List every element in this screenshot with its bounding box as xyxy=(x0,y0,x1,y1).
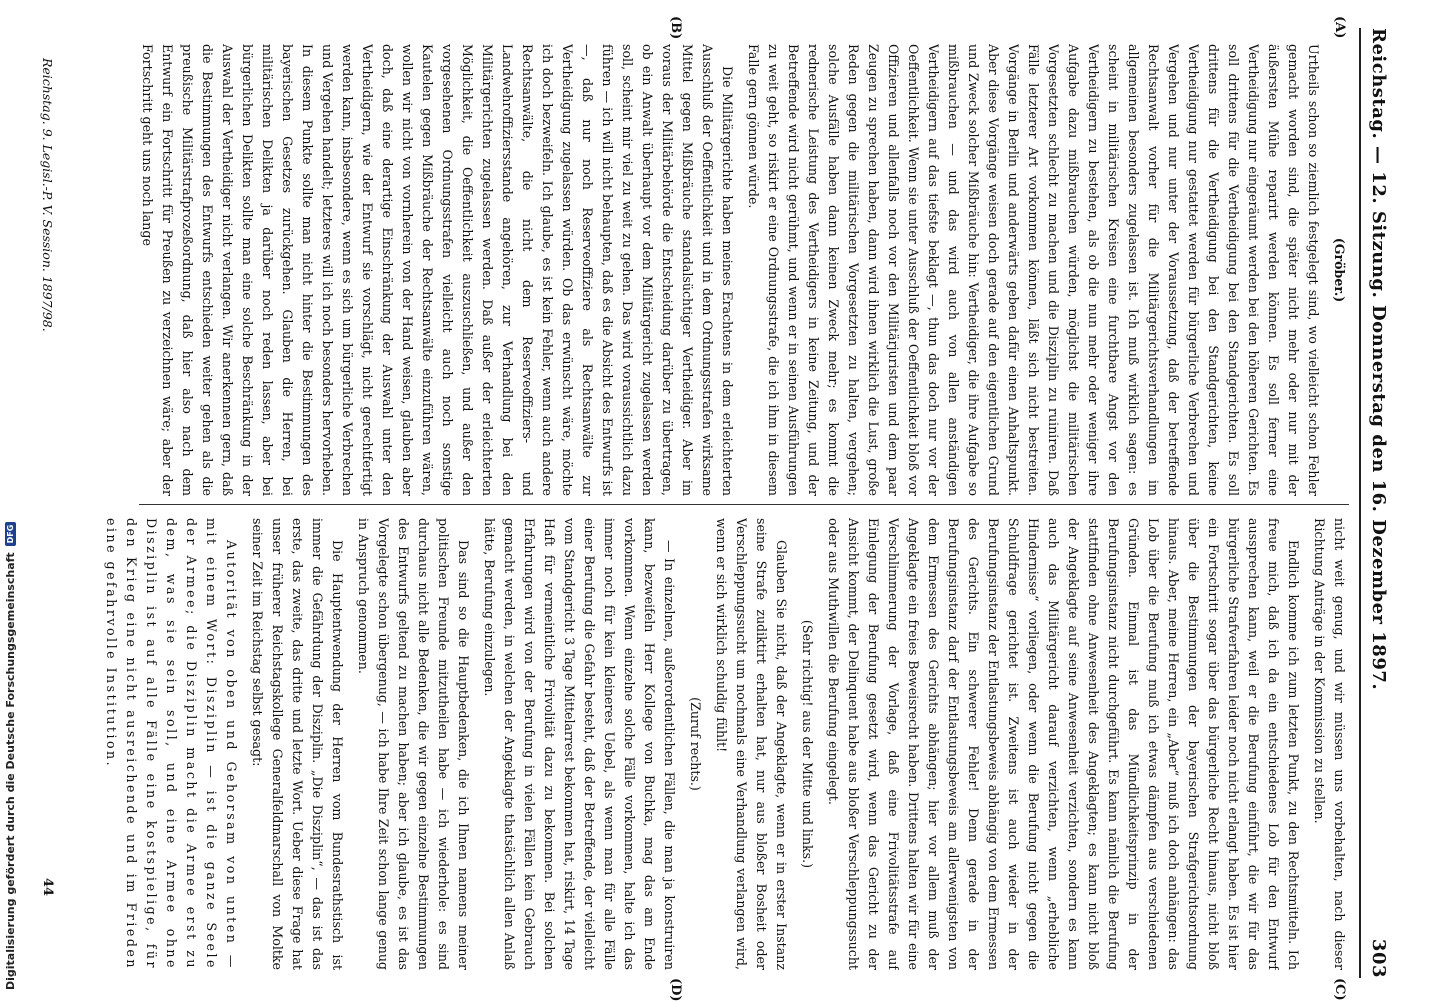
footer-page-number: 44 xyxy=(40,878,55,897)
rotated-page xyxy=(15,16,1395,1002)
interjection: (Sehr richtig! aus der Mitte und links.) xyxy=(800,619,815,869)
paragraph: — In einzelnen, außerordentlichen Fällen, die man ja konstruiren kann, bezweifeln Herr Kollege von Buchka, mag das am Ende vorkommen. Wenn einzelne solche Fälle vorkommen, halte ich das immer noch für kein kleineres Uebel, als wenn man für alle Fälle einer Berufung die Gefahr besteht, daß der Betreffende, der vielleicht vom Standgericht 3 Tage Mittelarrest bekommen hat, riskirt, 14 Tage Haft für vermeintliche Frivolität dazu zu bekommen. Bei solchen Erfahrungen wird von der Berufung in vielen Fällen kein Gebrauch gemacht werden, in welchen der Angeklagte thatsächlich allen Anlaß hätte, Berufung einzulegen. xyxy=(482,518,677,970)
paragraph: Das sind so die Hauptbedenken, die ich Ihnen namens meiner politischen Freunde mitzutheilen habe — ich wiederhole: es sind durchaus nicht alle Bedenken, die wir gegen einzelne Bestimmungen des Entwurfs geltend zu machen haben; aber ich glaube, es ist das Vorgelegte schon übergenug, — ich habe Ihre Zeit schon lange genug in Anspruch genommen. xyxy=(356,518,471,970)
paragraph: nicht weit genug, und wir müssen uns vorbehalten, nach dieser Richtung Anträge in der Kommission zu stellen. xyxy=(1312,518,1347,970)
margin-mark-a: (A) xyxy=(1332,16,1347,39)
margin-mark-d: (D) xyxy=(668,978,683,1002)
header-title: Reichstag. — 12. Sitzung. Donnerstag den 16. Dezember 1897. xyxy=(1368,28,1390,691)
paragraph: Endlich komme ich zum letzten Punkt, zu den Rechtsmitteln. Ich freue mich, daß ich da ein entschiedenes Lob für den Entwurf aussprechen kann, weil er die Berufung einführt, die wir für das bürgerliche Strafverfahren leider noch nicht erlangt haben. Es ist hier ein Fortschritt sogar über das bürgerliche Recht hinaus, nicht bloß über die Bestimmungen der bayerischen Strafgerichtsordnung hinaus. Aber, meine Herren, ein „Aber“ muß ich doch anhängen: das Lob über die Berufung muß ich etwas dämpfen aus verschiedenen Gründen. Einmal ist das Mündlichkeitsprinzip in der Berufungsinstanz nicht durchgeführt. Es kann nämlich die Berufung stattfinden ohne Anwesenheit des Angeklagten; es kann nicht bloß der Angeklagte auf seine Anwesenheit verzichten, sondern es kann auch das Militärgericht darauf verzichten, wenn „erhebliche Hindernisse“ vorliegen, oder wenn die Berufung nicht gegen die Schuldfrage gerichtet ist. Zweitens ist auch wieder in der Berufungsinstanz der Entlastungsbeweis abhängig von dem Ermessen des Gerichts. Ein schwerer Fehler! Denn gerade in der Berufungsinstanz darf der Entlastungsbeweis am allerwenigsten von dem Ermessen des Gerichts abhängen; hier vor allem muß der Angeklagte ein freies Beweisrecht haben. Drittens halten wir für eine Verschlimmerung der Vorlage, daß eine Frivolitätsstrafe auf Einlegung der Berufung gesetzt wird, wenn das Gericht zu der Ansicht kommt, der Delinquent habe aus bloßer Verschleppungssucht oder aus Muthwillen die Berufung eingelegt. xyxy=(826,518,1301,970)
paragraph: Urtheils schon so ziemlich festgelegt sind, wo vielleicht schon Fehler gemacht worden sind, die später nicht mehr oder nur mit der äußersten Mühe reparirt werden können. Es soll ferner eine Vertheidigung nur eingeräumt werden bei den höheren Gerichten. Es soll drittens für die Vertheidigung bei den Standgerichten. Es soll drittens für die Vertheidigung bei den Standgerichten, keine Vertheidigung nur gestattet werden für bürgerliche Verbrechen und Vergehen und nur unter der Voraussetzung, daß der betreffende Rechtsanwalt vorher für die Militärgerichtsverhandlungen im allgemeinen besonders zugelassen ist. Ich muß wirklich sagen: es scheint in militärischen Kreisen eine furchtbare Angst vor den Vertheidigern zu bestehen, als ob die nun mehr oder weniger ihre Aufgabe dazu mißbrauchen würden, möglichst die militärischen Vorgesetzten schlecht zu machen und die Disziplin zu ruiniren. Daß Fälle letzterer Art vorkommen können, läßt sich nicht bestreiten. Vorgänge in Berlin und anderwärts geben dafür einen Anhaltspunkt. Aber diese Vorgänge weisen doch gerade auf den eigentlichen Grund und Zweck solcher Mißbräuche hin: Vertheidiger, die ihre Aufgabe so mißbrauchen — und das wird auch von allen anständigen Vertheidigern auf das tiefste beklagt —, thun das doch nur vor der Oeffentlichkeit. Wenn sie unter Ausschluß der Oeffentlichkeit bloß vor Offizieren und allenfalls noch vor den Militärjuristen und dem paar Zeugen zu sprechen haben, dann wird ihnen wirklich die Lust, große Reden gegen die militärischen Vorgesetzten zu halten, vergehen; solche Ausfälle haben dann keinen Zweck mehr; es kommt die rednerische Leistung des Vertheidigers in keine Zeitung, und der Betreffende wird nicht gerühmt, und wenn er in seinen Ausführungen zu weit geht, so riskirt er eine Ordnungsstrafe, die ich ihm in diesem Falle gern gönnen würde. xyxy=(746,44,1321,496)
column-divider xyxy=(139,504,1349,505)
right-column xyxy=(59,518,1349,970)
digitization-credit xyxy=(4,522,17,990)
header-rule xyxy=(1359,28,1361,978)
margin-mark-b: (B) xyxy=(668,16,683,40)
paragraph: Die Militärgerichte haben meines Erachtens in dem erleichterten Ausschluß der Oeffentlichkeit und in dem Ordnungsstrafen wirksame Mittel gegen Mißbräuche standalsüchtiger Vertheidiger. Aber im voraus der Militärbehörde die Entscheidung darüber zu übertragen, ob ein Anwalt überhaupt vor dem Militärgericht zugelassen werden soll, scheint mir viel zu weit zu gehen. Das wird voraussichtlich dazu führen — ich will nicht behaupten, daß es die Absicht des Entwurfs ist —, daß nur noch Reserveoffiziere als Rechtsanwälte zur Vertheidigung zugelassen würden. Ob das erwünscht wäre, möchte ich doch bezweifeln. Ich glaube, es ist kein Fehler, wenn auch andere Rechtsanwälte, die nicht dem Reserveoffiziers- und Landwehroffiziersstande angehören, zur Verhandlung bei den Militärgerichten zugelassen werden. Daß außer der erleichterten Möglichkeit, die Oeffentlichkeit auszuschließen, und außer den vorgesehenen Ordnungsstrafen vielleicht auch noch sonstige Kautelen gegen Mißbräuche der Rechtsanwälte einzuführen wären, wollen wir nicht von vornherein von der Hand weisen, glauben aber doch, daß eine derartige Einschränkung der Auswahl unter den Vertheidigern, wie der Entwurf sie vorschlägt, nicht gerechtfertigt werden kann, insbesondere, wenn es sich um bürgerliche Verbrechen und Vergehen handelt; letzteres will ich noch besonders hervorheben. In diesem Punkte sollte man nicht hinter die Bestimmungen des bayerischen Gesetzes zurückgehen. Glauben die Herren, bei militärischen Delikten ja darüber noch reden lassen, aber bei bürgerlichen Delikten sollte man eine solche Beschränkung in der Auswahl der Vertheidiger nicht verlangen. Wir anerkennen gern, daß die Bestimmungen des Entwurfs entschieden weiter gehen als die preußische Militärstrafprozeßordnung, daß hier also nach dem Entwurf ein Fortschritt für Preußen zu verzeichnen wäre; aber der Fortschritt geht uns noch lange xyxy=(140,44,735,496)
paragraph: Die Hauptentwendung der Herren vom Bundesrathstisch ist immer die Gefährdung der Disziplin. „Die Disziplin“, — das ist das erste, das zweite, das dritte und letzte Wort. Ueber diese Frage hat unser früherer Reichstagskollege Generalfeldmarschall von Moltke seiner Zeit im Reichstag selbst gesagt: xyxy=(250,518,345,970)
paragraph: Glauben Sie nicht, daß der Angeklagte, wenn er in erster Instanz seine Strafe zudiktirt erhalten hat, nur aus bloßer Bosheit oder Verschleppungssucht um nochmals eine Verhandlung verlangen wird, wenn er sich wirklich schuldig fühlt! xyxy=(714,518,789,970)
dfg-logo: DFG xyxy=(5,522,16,547)
margin-mark-c: (C) xyxy=(1332,978,1347,1001)
header-page-number: 303 xyxy=(1368,938,1390,978)
interjection: (Zuruf rechts.) xyxy=(688,697,703,791)
quotation: Autorität von oben und Gehorsam von unten — mit einem Wort: Disziplin — ist die ganze Seele der Armee; die Disziplin macht die Armee erst zu dem, was sie sein soll, und eine Armee ohne Disziplin ist auf alle Fälle eine kostspielige, für den Krieg eine nicht ausreichende und im Frieden eine gefahrvolle Institution. xyxy=(104,518,239,970)
credit-text: Digitalisierung gefördert durch die Deutsche Forschungsgemeinschaft xyxy=(4,552,17,990)
page-header xyxy=(1363,28,1395,978)
speaker-name: (Gröber.) xyxy=(1332,237,1347,303)
source-line: Reichstag. 9. Legisl.-P. V. Session. 1897/98. xyxy=(40,58,55,332)
left-column xyxy=(59,44,1349,496)
